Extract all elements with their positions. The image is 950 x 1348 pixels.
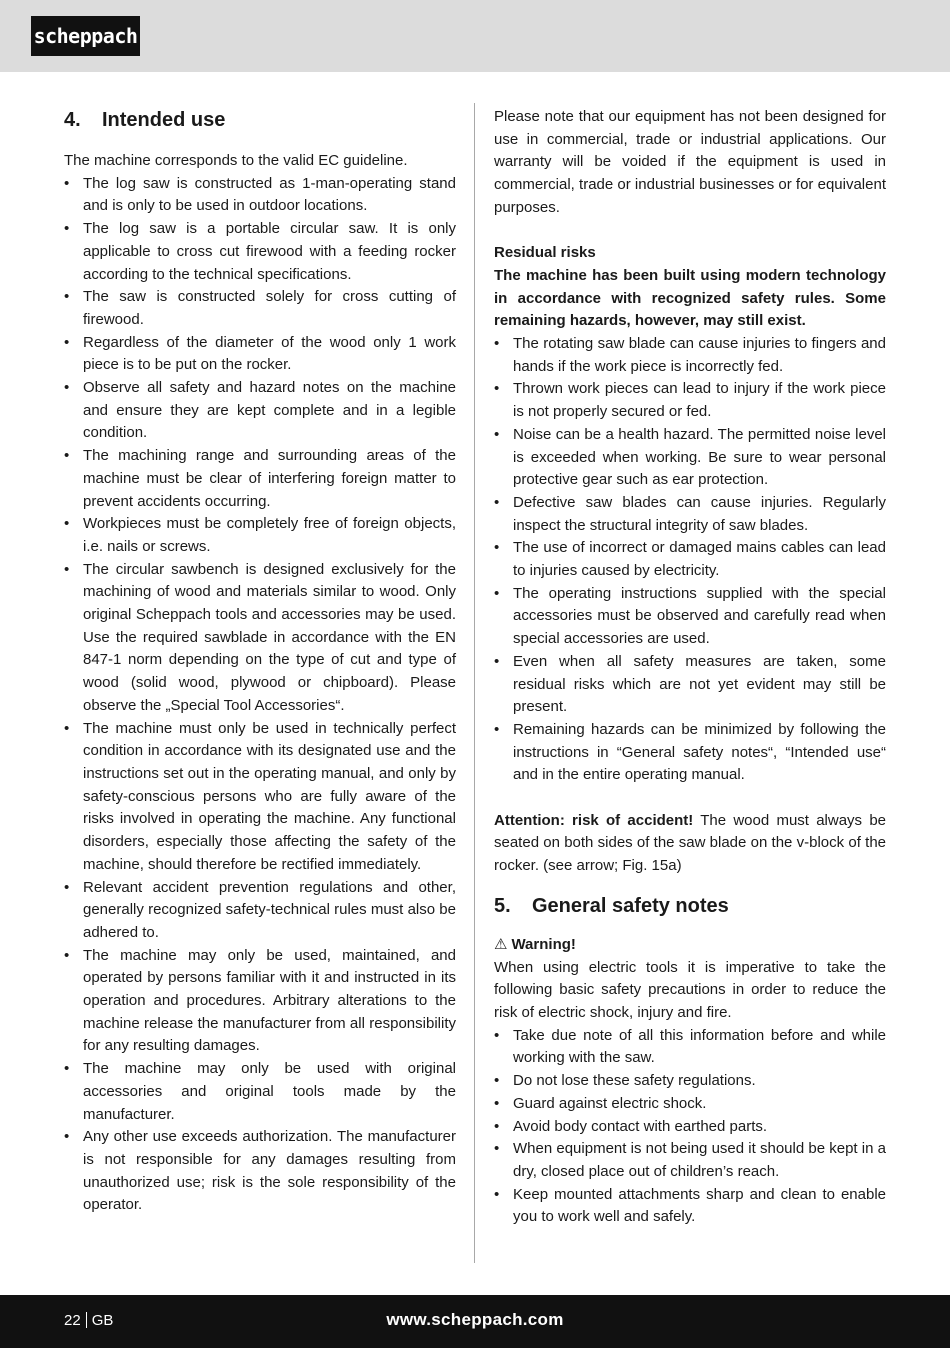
- safety-notes-list: [494, 1025, 886, 1229]
- list-item: • Relevant accident prevention regulations and other, generally recognized safety-technical rules must also be adhered to.: [64, 877, 456, 945]
- warning-icon: ⚠: [494, 935, 508, 953]
- list-item: • Defective saw blades can cause injuries. Regularly inspect the structural integrity of saw blades.: [494, 492, 886, 537]
- list-item: • Even when all safety measures are taken, some residual risks which are not yet evident may still be present.: [494, 651, 886, 719]
- list-item: • Do not lose these safety regulations.: [494, 1070, 886, 1093]
- list-item: • The saw is constructed solely for cross cutting of firewood.: [64, 286, 456, 331]
- list-item: • Remaining hazards can be minimized by following the instructions in “General safety notes“, “Intended use“ and in the entire operating manual.: [494, 719, 886, 787]
- list-item: • The circular sawbench is designed exclusively for the machining of wood and materials similar to wood. Only original Scheppach tools and accessories may be used. Use the required sawblade in accordance with the EN 847-1 norm depending on the type of cut and type of wood (solid wood, plywood or chipboard). Please observe the „Special Tool Accessories“.: [64, 559, 456, 718]
- list-item: • The machine must only be used in technically perfect condition in accordance with its designated use and the instructions set out in the operating manual, and only by safety-conscious persons who are fully aware of the risks involved in operating the machine. Any functional disorders, especially those affecting the safety of the machine, should therefore be rectified immediately.: [64, 718, 456, 877]
- intended-use-list: [64, 173, 456, 1217]
- list-item: • Any other use exceeds authorization. The manufacturer is not responsible for any damages resulting from unauthorized use; risk is the sole responsibility of the operator.: [64, 1126, 456, 1217]
- website-url: www.scheppach.com: [386, 1310, 564, 1329]
- list-item: • The use of incorrect or damaged mains cables can lead to injuries caused by electricity.: [494, 537, 886, 582]
- list-item: • The machining range and surrounding areas of the machine must be clear of interfering foreign matter to prevent accidents occurring.: [64, 445, 456, 513]
- list-item: • Thrown work pieces can lead to injury if the work piece is not properly secured or fed.: [494, 378, 886, 423]
- scheppach-logo: scheppach: [31, 16, 140, 56]
- list-item: • The log saw is a portable circular saw. It is only applicable to cross cut firewood with a feeding rocker according to the technical specifications.: [64, 218, 456, 286]
- column-divider: [474, 103, 475, 1263]
- list-item: • Noise can be a health hazard. The permitted noise level is exceeded when working. Be sure to wear personal protective gear such as ear protection.: [494, 424, 886, 492]
- section-5-heading: 5. General safety notes: [494, 894, 729, 917]
- section-4-heading: 4. Intended use: [64, 109, 226, 131]
- page-number: 22 GB: [64, 1312, 114, 1329]
- page-header: [0, 0, 950, 72]
- residual-risks-intro: The machine has been built using modern technology in accordance with recognized safety rules. Some remaining hazards, however, may still exist.: [494, 266, 886, 330]
- list-item: • Workpieces must be completely free of foreign objects, i.e. nails or screws.: [64, 513, 456, 558]
- list-item: • The rotating saw blade can cause injuries to fingers and hands if the work piece is incorrectly fed.: [494, 333, 886, 378]
- list-item: • Avoid body contact with earthed parts.: [494, 1116, 886, 1139]
- list-item: • Guard against electric shock.: [494, 1093, 886, 1116]
- list-item: • Regardless of the diameter of the wood only 1 work piece is to be put on the rocker.: [64, 332, 456, 377]
- list-item: • The machine may only be used with original accessories and original tools made by the manufacturer.: [64, 1058, 456, 1126]
- attention-note: Attention: risk of accident! The wood must always be seated on both sides of the saw blade on the v-block of the rocker. (see arrow; Fig. 15a): [494, 811, 886, 875]
- residual-risks-list: [494, 333, 886, 787]
- list-item: • The machine may only be used, maintained, and operated by persons familiar with it and instructed in its operation and procedures. Arbitrary alterations to the machine release the manufacturer from all responsibility for any resulting damages.: [64, 945, 456, 1059]
- page-footer: [0, 1295, 950, 1348]
- list-item: • The log saw is constructed as 1-man-operating stand and is only to be used in outdoor locations.: [64, 173, 456, 218]
- list-item: • Take due note of all this information before and while working with the saw.: [494, 1025, 886, 1070]
- list-item: • The operating instructions supplied with the special accessories must be observed and carefully read when special accessories are used.: [494, 583, 886, 651]
- residual-risks-heading: Residual risks: [494, 244, 596, 262]
- list-item: • When equipment is not being used it should be kept in a dry, closed place out of children’s reach.: [494, 1138, 886, 1183]
- list-item: • Keep mounted attachments sharp and clean to enable you to work well and safely.: [494, 1184, 886, 1229]
- list-item: • Observe all safety and hazard notes on the machine and ensure they are kept complete and in a legible condition.: [64, 377, 456, 445]
- commercial-use-note: Please note that our equipment has not been designed for use in commercial, trade or industrial applications. Our warranty will be voided if the equipment is used in commercial, trade or industrial businesses or for equivalent purposes.: [494, 108, 886, 216]
- section-5-intro: When using electric tools it is imperative to take the following basic safety precautions in order to reduce the risk of electric shock, injury and fire.: [494, 958, 886, 1021]
- section-4-intro: The machine corresponds to the valid EC guideline.: [64, 152, 408, 169]
- warning-heading: ⚠ Warning!: [494, 934, 886, 957]
- left-column: [64, 106, 456, 1217]
- right-column: [494, 106, 886, 1229]
